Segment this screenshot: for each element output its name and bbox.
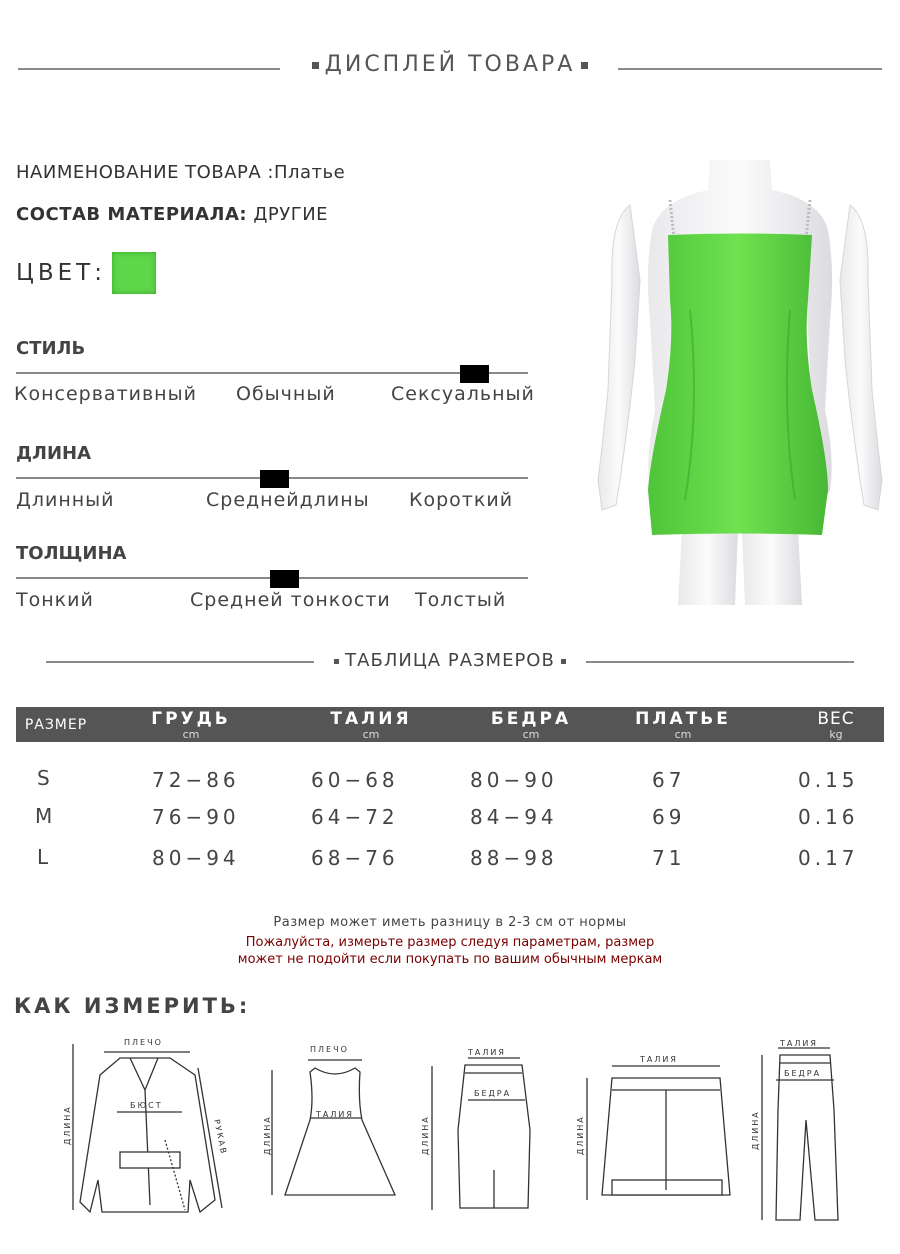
size-note: Размер может иметь разницу в 2-3 см от нормы [273,915,627,930]
dress-diagram [272,1060,395,1195]
sleeve-label: РУКАВ [212,1118,229,1156]
thickness-option: Средней тонкости [190,589,391,611]
warning-line-1: Пожалуйста, измерьте размер следуя параметрам, размер [245,935,655,950]
cell-weight: 0.16 [798,805,859,829]
measure-warning [0,934,900,968]
measure-diagrams [0,1030,900,1254]
cell-dress: 71 [652,846,686,870]
cell-dress: 69 [652,805,686,829]
shoulder-label: ПЛЕЧО [124,1038,163,1047]
cell-size: M [35,804,57,828]
length-scale-marker [260,470,289,488]
waist-label: ТАЛИЯ [316,1110,354,1119]
product-name [16,162,345,183]
header [0,52,900,77]
style-option: Обычный [236,383,336,405]
length-label: ДЛИНА [751,1110,760,1150]
cell-waist: 60−68 [311,768,399,792]
cell-hips: 84−94 [470,805,558,829]
product-material [16,204,328,225]
cell-bust: 80−94 [152,846,240,870]
header-dress: ПЛАТЬЕ cm [635,709,731,741]
material-label: СОСТАВ МАТЕРИАЛА: [16,204,248,225]
size-title-text: ТАБЛИЦА РАЗМЕРОВ [345,650,555,671]
length-option: Длинный [16,489,115,511]
cell-waist: 68−76 [311,846,399,870]
cell-bust: 76−90 [152,805,240,829]
color-label: ЦВЕТ: [16,260,106,286]
bullet-icon [561,659,566,664]
length-option: Короткий [409,489,514,511]
cell-bust: 72−86 [152,768,240,792]
bullet-icon [312,62,319,69]
size-section-title [0,650,900,671]
bullet-icon [334,659,339,664]
thickness-option: Толстый [415,589,507,611]
thickness-label: ТОЛЩИНА [16,543,127,564]
thickness-option: Тонкий [16,589,94,611]
thickness-scale-marker [270,570,299,588]
bullet-icon [581,62,588,69]
cell-waist: 64−72 [311,805,399,829]
length-label: ДЛИНА [16,443,92,464]
cell-weight: 0.17 [798,846,859,870]
length-label: ДЛИНА [576,1115,585,1155]
product-name-value: Платье [273,162,346,183]
length-label: ДЛИНА [421,1115,430,1155]
header-hips: БЕДРА cm [490,709,572,741]
hips-label: БЕДРА [784,1069,822,1078]
style-label: СТИЛЬ [16,338,86,359]
warning-line-2: может не подойти если покупать по вашим обычным меркам [237,952,663,967]
product-image [590,160,890,605]
waist-label: ТАЛИЯ [780,1039,818,1048]
waist-label: ТАЛИЯ [640,1055,678,1064]
style-option: Консервативный [14,383,197,405]
shoulder-label: ПЛЕЧО [310,1045,349,1054]
style-scale-line [16,372,528,374]
cell-hips: 88−98 [470,846,558,870]
page-title: ДИСПЛЕЙ ТОВАРА [324,52,576,77]
header-bust: ГРУДЬ cm [151,709,231,741]
cell-size: S [37,766,54,790]
style-option: Сексуальный [391,383,535,405]
waist-label: ТАЛИЯ [468,1048,506,1057]
hips-label: БЕДРА [474,1089,512,1098]
length-label: ДЛИНА [63,1105,72,1145]
header-weight: ВЕС kg [817,709,855,741]
cell-hips: 80−90 [470,768,558,792]
product-name-label: НАИМЕНОВАНИЕ ТОВАРА : [16,162,274,183]
measure-title: КАК ИЗМЕРИТЬ: [14,994,251,1018]
cell-weight: 0.15 [798,768,859,792]
color-swatch [112,252,156,294]
length-label: ДЛИНА [263,1115,272,1155]
cell-size: L [37,845,53,869]
cell-dress: 67 [652,768,686,792]
header-waist: ТАЛИЯ cm [330,709,412,741]
style-scale-marker [460,365,489,383]
length-option: Среднейдлины [206,489,370,511]
shorts-diagram [587,1066,730,1200]
size-table-header [16,707,884,742]
jacket-diagram [73,1044,222,1212]
bust-label: БЮСТ [130,1101,163,1110]
header-size: РАЗМЕР [24,717,88,733]
dress-mannequin-image [590,160,890,605]
skirt-diagram [432,1058,530,1210]
material-value: ДРУГИЕ [253,204,329,225]
